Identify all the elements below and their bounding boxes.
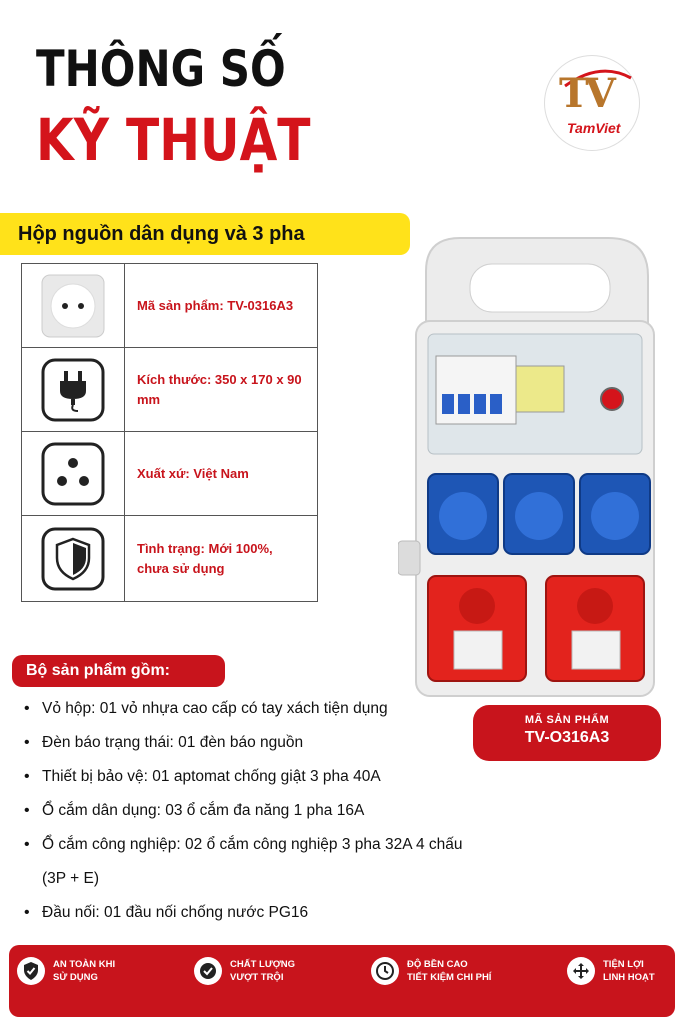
feature-durability <box>371 957 491 985</box>
list-item: • Đầu nối: 01 đầu nối chống nước PG16 <box>24 896 474 930</box>
feature-convenience-line2: LINH HOẠT <box>603 972 655 983</box>
spec-condition-text: Tình trạng: Mới 100%, chưa sử dụng <box>137 540 273 576</box>
list-item: • Ổ cắm dân dụng: 03 ổ cắm đa năng 1 pha 16A <box>24 794 474 828</box>
feature-safety <box>17 957 115 985</box>
feature-quality <box>194 957 295 985</box>
feature-quality-line1: CHẤT LƯỢNG <box>230 959 296 970</box>
three-pin-outlet-icon <box>22 432 125 515</box>
shield-icon <box>22 516 125 601</box>
page-title-line1: THÔNG SỐ <box>36 40 286 98</box>
clock-icon <box>371 957 399 985</box>
list-item: • Đèn báo trạng thái: 01 đèn báo nguồn <box>24 726 474 760</box>
shield-check-icon <box>17 957 45 985</box>
spec-row-condition <box>22 516 317 601</box>
feature-convenience-line1: TIỆN LỢI <box>603 959 644 970</box>
spec-row-code <box>22 264 317 348</box>
plug-icon <box>22 348 125 431</box>
product-code-label: MÃ SẢN PHẨM <box>524 714 610 726</box>
socket-icon <box>22 264 125 347</box>
directions-icon <box>567 957 595 985</box>
spec-code-text: Mã sản phẩm: TV-0316A3 <box>137 297 294 313</box>
kit-header: Bộ sản phẩm gồm: <box>12 655 225 687</box>
spec-size-text: Kích thước: 350 x 170 x 90 mm <box>137 371 302 407</box>
brand-logo <box>544 55 640 151</box>
product-subtitle: Hộp nguồn dân dụng và 3 pha <box>0 213 410 255</box>
feature-durability-line2: TIẾT KIỆM CHI PHÍ <box>407 972 492 983</box>
feature-convenience <box>567 957 655 985</box>
product-code-value: TV-O316A3 <box>524 729 610 746</box>
feature-quality-line2: VƯỢT TRỘI <box>230 972 284 983</box>
feature-safety-line1: AN TOÀN KHI <box>53 959 116 970</box>
product-image <box>398 226 668 706</box>
list-item: • Vỏ hộp: 01 vỏ nhựa cao cấp có tay xách tiện dụng <box>24 692 474 726</box>
spec-row-size <box>22 348 317 432</box>
logo-brand-name: TamViet <box>567 120 621 136</box>
quality-badge-icon <box>194 957 222 985</box>
feature-footer <box>9 945 675 1017</box>
logo-monogram: TV <box>559 70 612 117</box>
feature-durability-line1: ĐỘ BỀN CAO <box>407 959 468 970</box>
spec-table <box>21 263 318 602</box>
feature-safety-line2: SỬ DỤNG <box>53 972 98 983</box>
kit-list <box>24 692 474 930</box>
page-title-line2: KỸ THUẬT <box>36 106 311 174</box>
list-item: • Thiết bị bảo vệ: 01 aptomat chống giật 3 pha 40A <box>24 760 474 794</box>
list-item: • Ổ cắm công nghiệp: 02 ổ cắm công nghiệp 3 pha 32A 4 chấu (3P + E) <box>24 828 474 896</box>
spec-row-origin <box>22 432 317 516</box>
product-code-badge <box>473 705 661 761</box>
spec-origin-text: Xuất xứ: Việt Nam <box>137 465 249 481</box>
